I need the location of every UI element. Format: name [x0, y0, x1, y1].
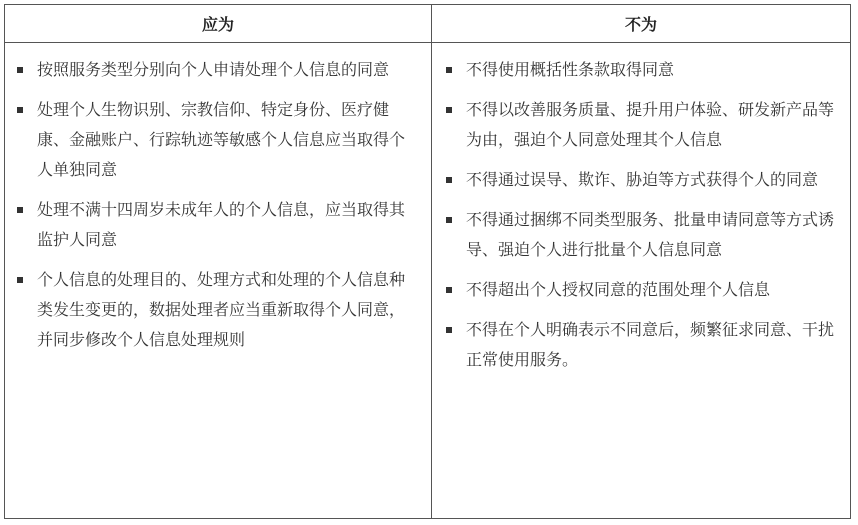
list-item — [466, 55, 838, 85]
list-item — [37, 195, 419, 255]
list-item-text: 个人信息的处理目的、处理方式和处理的个人信息种类发生变更的，数据处理者应当重新取得个人同意，并同步修改个人信息处理规则 — [37, 270, 406, 349]
should-do-header: 应为 — [5, 5, 431, 43]
square-bullet-icon — [17, 107, 23, 113]
square-bullet-icon — [17, 277, 23, 283]
list-item-text: 处理个人生物识别、宗教信仰、特定身份、医疗健康、金融账户、行踪轨迹等敏感个人信息应当取得个人单独同意 — [37, 100, 406, 179]
should-not-do-column — [432, 5, 850, 518]
square-bullet-icon — [446, 217, 452, 223]
square-bullet-icon — [17, 67, 23, 73]
square-bullet-icon — [446, 327, 452, 333]
list-item — [466, 315, 838, 375]
square-bullet-icon — [446, 177, 452, 183]
list-item-text: 不得通过误导、欺诈、胁迫等方式获得个人的同意 — [466, 170, 819, 189]
should-do-list — [5, 43, 431, 365]
square-bullet-icon — [446, 287, 452, 293]
list-item-text: 不得以改善服务质量、提升用户体验、研发新产品等为由，强迫个人同意处理其个人信息 — [466, 100, 835, 149]
square-bullet-icon — [446, 107, 452, 113]
list-item-text: 不得超出个人授权同意的范围处理个人信息 — [466, 280, 771, 299]
list-item — [37, 95, 419, 185]
list-item-text: 不得在个人明确表示不同意后，频繁征求同意、干扰正常使用服务。 — [466, 320, 835, 369]
square-bullet-icon — [446, 67, 452, 73]
list-item — [466, 165, 838, 195]
list-item — [466, 95, 838, 155]
should-not-do-header: 不为 — [432, 5, 850, 43]
list-item — [466, 205, 838, 265]
should-do-column — [5, 5, 432, 518]
square-bullet-icon — [17, 207, 23, 213]
list-item-text: 不得使用概括性条款取得同意 — [466, 60, 675, 79]
list-item — [37, 265, 419, 355]
list-item — [466, 275, 838, 305]
list-item-text: 处理不满十四周岁未成年人的个人信息，应当取得其监护人同意 — [37, 200, 406, 249]
should-not-do-list — [432, 43, 850, 385]
list-item-text: 按照服务类型分别向个人申请处理个人信息的同意 — [37, 60, 390, 79]
comparison-table — [4, 4, 851, 519]
list-item-text: 不得通过捆绑不同类型服务、批量申请同意等方式诱导、强迫个人进行批量个人信息同意 — [466, 210, 835, 259]
list-item — [37, 55, 419, 85]
